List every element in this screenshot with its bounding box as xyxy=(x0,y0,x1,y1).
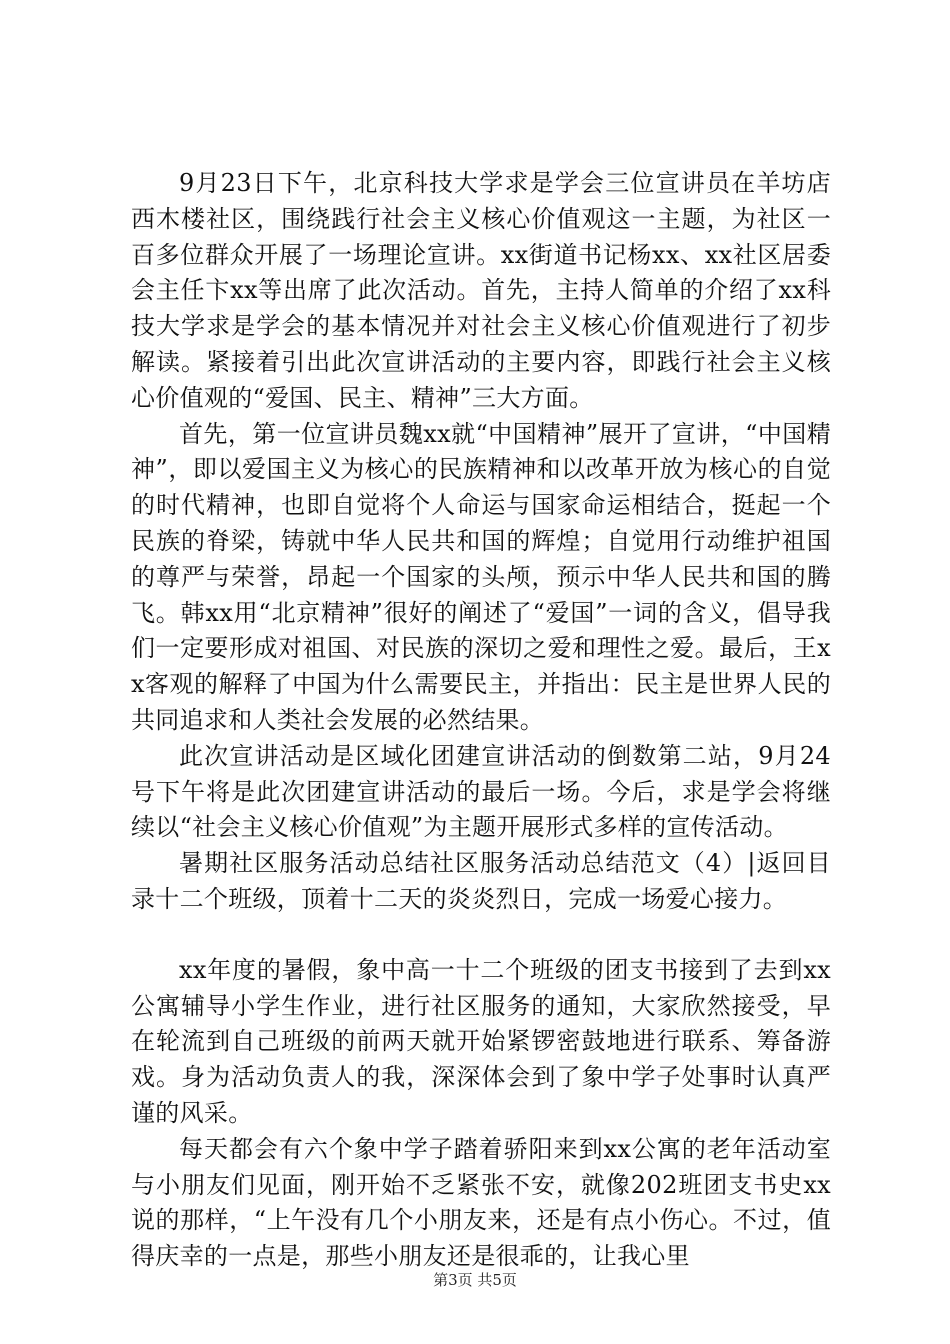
paragraph-5: xx年度的暑假，象中高一十二个班级的团支书接到了去到xx公寓辅导小学生作业，进行社区服务的通知，大家欣然接受，早在轮流到自己班级的前两天就开始紧锣密鼓地进行联系、筹备游戏。身为活动负责人的我，深深体会到了象中学子处事时认真严谨的风采。 xyxy=(131,955,831,1127)
paragraph-4: 暑期社区服务活动总结社区服务活动总结范文（4）|返回目录十二个班级，顶着十二天的炎炎烈日，完成一场爱心接力。 xyxy=(131,849,831,913)
paragraph-1: 9月23日下午，北京科技大学求是学会三位宣讲员在羊坊店西木楼社区，围绕践行社会主义核心价值观这一主题，为社区一百多位群众开展了一场理论宣讲。xx街道书记杨xx、xx社区居委会主任卞xx等出席了此次活动。首先，主持人简单的介绍了xx科技大学求是学会的基本情况并对社会主义核心价值观进行了初步解读。紧接着引出此次宣讲活动的主要内容，即践行社会主义核心价值观的“爱国、民主、精神”三大方面。 xyxy=(131,169,831,412)
document-body xyxy=(131,166,831,1275)
paragraph-3: 此次宣讲活动是区域化团建宣讲活动的倒数第二站，9月24号下午将是此次团建宣讲活动的最后一场。今后，求是学会将继续以“社会主义核心价值观”为主题开展形式多样的宣传活动。 xyxy=(131,741,831,842)
page-number-footer: 第3页 共5页 xyxy=(433,1271,517,1289)
paragraph-6: 每天都会有六个象中学子踏着骄阳来到xx公寓的老年活动室与小朋友们见面，刚开始不乏紧张不安，就像202班团支书史xx说的那样，“上午没有几个小朋友来，还是有点小伤心。不过，值得庆幸的一点是，那些小朋友还是很乖的，让我心里 xyxy=(131,1134,831,1271)
paragraph-2: 首先，第一位宣讲员魏xx就“中国精神”展开了宣讲，“中国精神”，即以爱国主义为核心的民族精神和以改革开放为核心的自觉的时代精神，也即自觉将个人命运与国家命运相结合，挺起一个民族的脊梁，铸就中华人民共和国的辉煌；自觉用行动维护祖国的尊严与荣誉，昂起一个国家的头颅，预示中华人民共和国的腾飞。韩xx用“北京精神”很好的阐述了“爱国”一词的含义，倡导我们一定要形成对祖国、对民族的深切之爱和理性之爱。最后，王xx客观的解释了中国为什么需要民主，并指出：民主是世界人民的共同追求和人类社会发展的必然结果。 xyxy=(131,419,831,734)
